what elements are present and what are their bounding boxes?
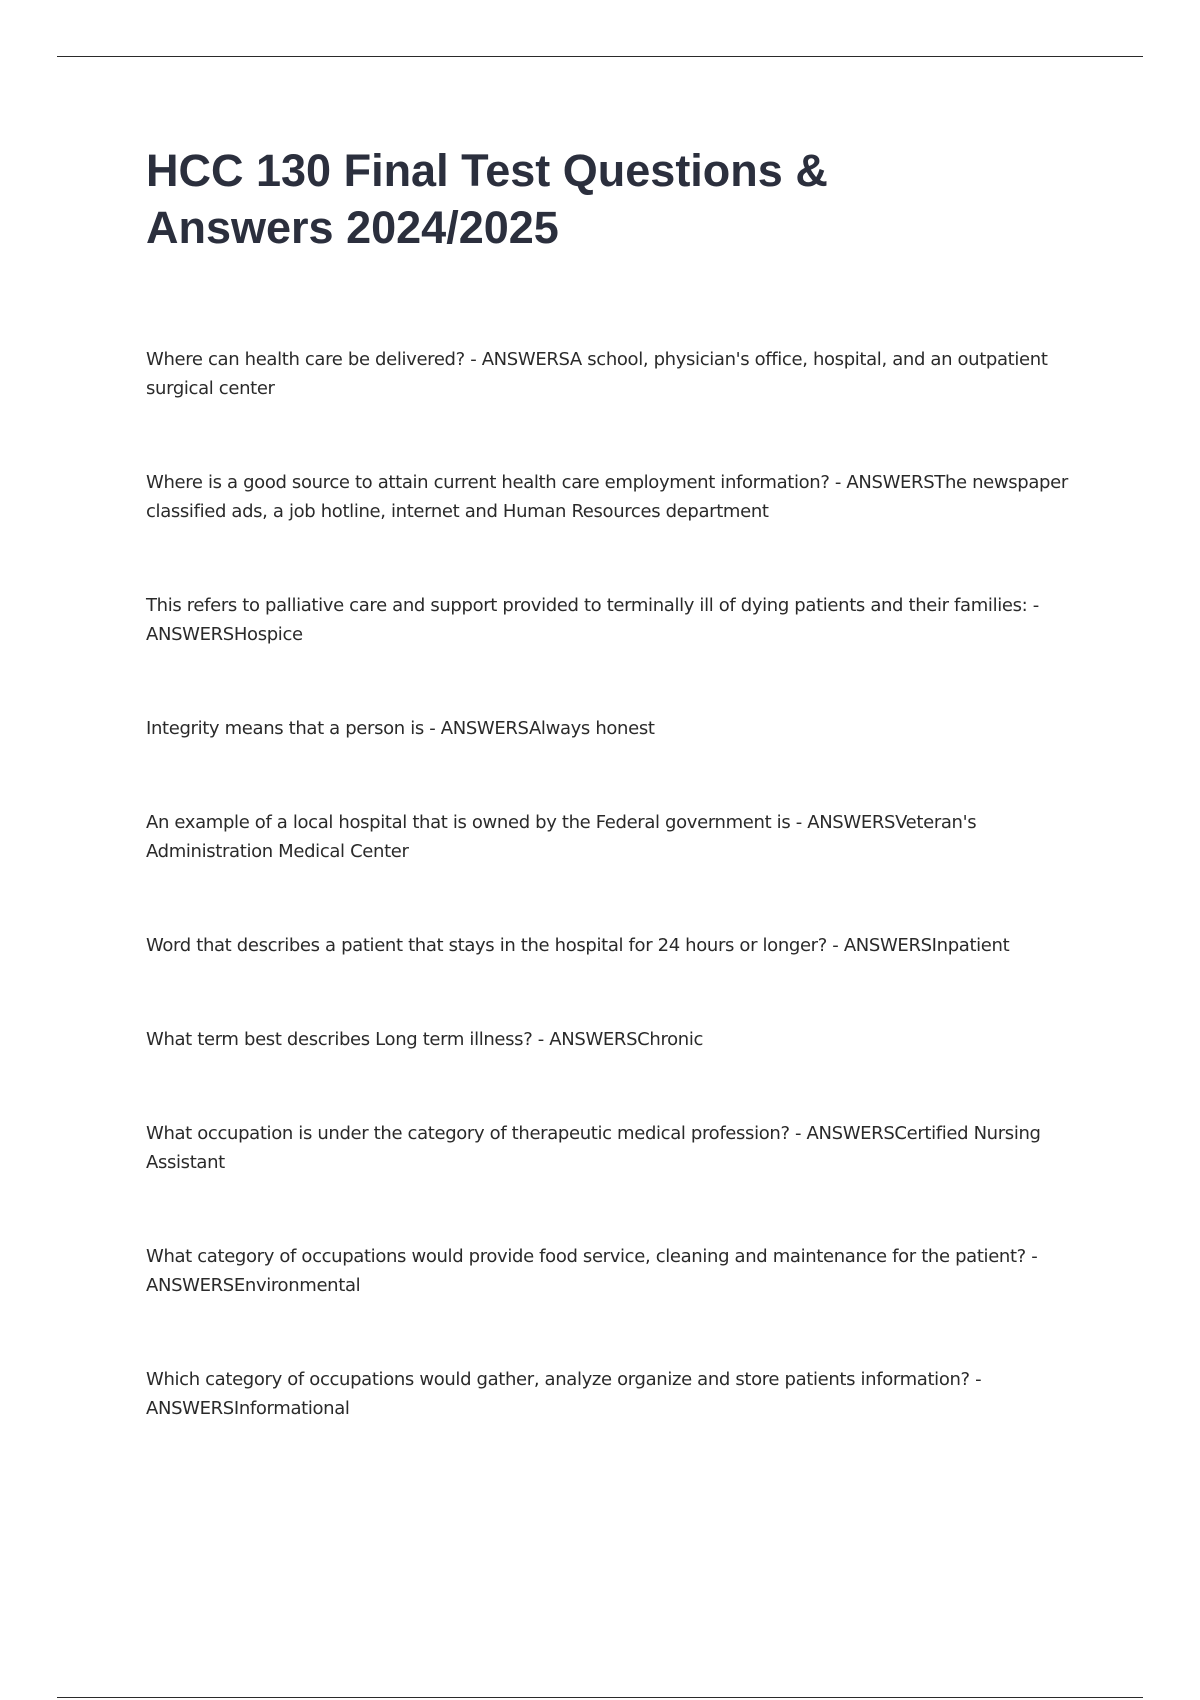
qa-item: Where can health care be delivered? - ANSWERSA school, physician's office, hospital, and an outpatient surgical center <box>146 349 1048 399</box>
qa-item: What term best describes Long term illness? - ANSWERSChronic <box>146 1029 704 1050</box>
qa-item: Word that describes a patient that stays in the hospital for 24 hours or longer? - ANSWERSInpatient <box>146 935 1010 956</box>
qa-item: What category of occupations would provide food service, cleaning and maintenance for the patient? - ANSWERSEnvironmental <box>146 1246 1038 1296</box>
qa-item: Where is a good source to attain current health care employment information? - ANSWERSThe newspaper classified ads, a job hotline, internet and Human Resources department <box>146 472 1068 522</box>
qa-item: What occupation is under the category of therapeutic medical profession? - ANSWERSCertified Nursing Assistant <box>146 1123 1041 1173</box>
top-divider <box>57 56 1143 57</box>
qa-item: Integrity means that a person is - ANSWERSAlways honest <box>146 718 655 739</box>
document-title: HCC 130 Final Test Questions & Answers 2024/2025 <box>146 145 828 253</box>
bottom-divider <box>57 1697 1143 1698</box>
qa-item: This refers to palliative care and support provided to terminally ill of dying patients and their families: - ANSWERSHospice <box>146 595 1039 645</box>
qa-item: An example of a local hospital that is owned by the Federal government is - ANSWERSVeteran's Administration Medical Center <box>146 812 977 862</box>
qa-list <box>146 345 1086 1488</box>
qa-item: Which category of occupations would gather, analyze organize and store patients information? - ANSWERSInformational <box>146 1369 982 1419</box>
